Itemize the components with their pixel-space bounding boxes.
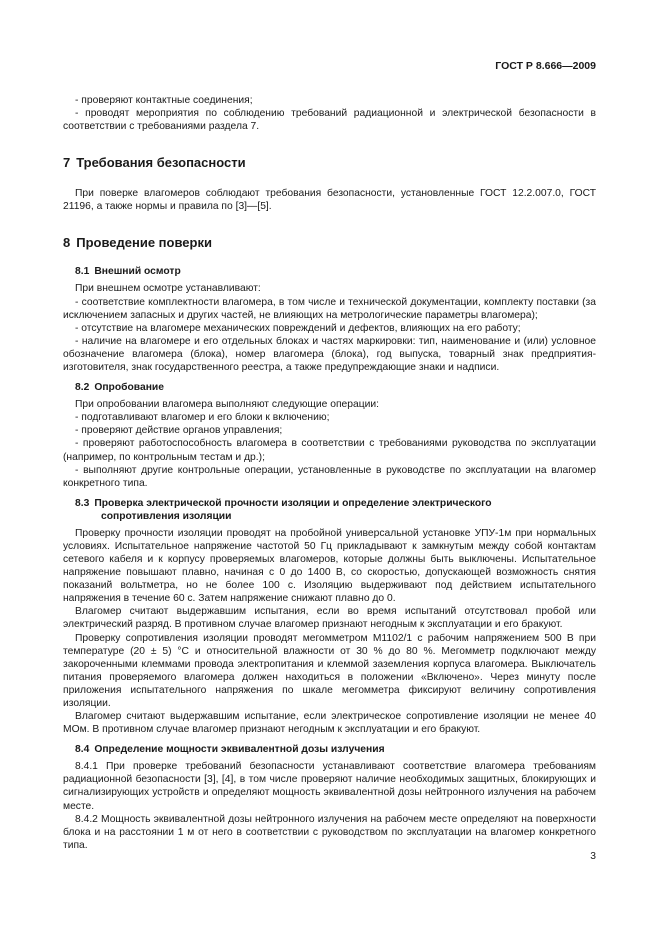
section-title: Проведение поверки <box>76 235 212 251</box>
paragraph: Проверку сопротивления изоляции проводят мегомметром М1102/1 с рабочим напряжением 500 В при температуре (20 ± 5) °С и относительной влажности от 30 % до 80 %. Мегомметр подключают между закороченными клеммами провода электропитания и клеммой заземления корпуса влагомера. Выключатель питания проверяемого влагомера должен находиться в положении «Включено». Через минуту после приложения испытательного напряжения по шкале мегомметра фиксируют величину сопротивления изоляции. <box>63 632 596 709</box>
subsection-number: 8.3 <box>75 497 90 509</box>
list-item: - подготавливают влагомер и его блоки к включению; <box>75 412 330 424</box>
list-item: - проверяют действие органов управления; <box>75 425 283 437</box>
section-number: 7 <box>63 155 71 171</box>
paragraph: При внешнем осмотре устанавливают: <box>75 283 261 295</box>
subsection-8-2-heading <box>63 381 596 394</box>
list-item: - проверяют работоспособность влагомера в соответствии с требованиями руководства по эксплуатации (например, по контрольным тестам и др.); <box>63 438 596 463</box>
subsection-number: 8.4 <box>75 744 90 756</box>
list-item: - проводят мероприятия по соблюдению требований радиационной и электрической безопасности в соответствии с требованиями раздела 7. <box>63 108 596 133</box>
subsection-title-line1: Проверка электрической прочности изоляции и определение электрического <box>94 497 492 509</box>
paragraph: 8.4.2 Мощность эквивалентной дозы нейтронного излучения на рабочем месте определяют на поверхности блока и на расстоянии 1 м от него в соответствии с руководством по эксплуатации на влагомер конкретного типа. <box>63 813 596 851</box>
paragraph: При поверке влагомеров соблюдают требования безопасности, установленные ГОСТ 12.2.007.0, ГОСТ 21196, а также нормы и правила по [3]—[5]. <box>63 188 596 213</box>
subsection-title-line2: сопротивления изоляции <box>101 510 232 522</box>
list-item: - наличие на влагомере и его отдельных блоках и частях маркировки: тип, наименование и (или) условное обозначение влагомера (блока), номер влагомера (блока), год выпуска, товарный знак предприятия-изготовителя, знак государственного реестра, а также предупреждающие знаки и надписи. <box>63 335 596 374</box>
subsection-title: Определение мощности эквивалентной дозы излучения <box>94 744 385 756</box>
paragraph: 8.4.1 При проверке требований безопасности устанавливают соответствие влагомера требованиям радиационной безопасности [3], [4], в том числе проверяют наличие необходимых защитных, блокирующих и сигнализирующих устройств и определяют мощность эквивалентной дозы нейтронного излучения на рабочем месте. <box>63 761 596 812</box>
subsection-8-3-heading <box>63 497 596 523</box>
standard-code-header: ГОСТ Р 8.666—2009 <box>495 60 596 72</box>
section-number: 8 <box>63 235 71 251</box>
paragraph: Влагомер считают выдержавшим испытания, если во время испытаний отсутствовал пробой или электрический разряд. В противном случае влагомер признают негодным к эксплуатации и его бракуют. <box>63 606 596 631</box>
section-title: Требования безопасности <box>76 155 246 171</box>
paragraph: Влагомер считают выдержавшим испытание, если электрическое сопротивление изоляции не менее 40 МОм. В противном случае влагомер признают негодным к эксплуатации и его бракуют. <box>63 711 596 736</box>
subsection-title: Опробование <box>94 382 164 394</box>
paragraph: Проверку прочности изоляции проводят на пробойной универсальной установке УПУ-1м при нормальных условиях. Испытательное напряжение частотой 50 Гц прикладывают к замкнутым между собой контактам сетевого кабеля и к корпусу проверяемых влагомеров, которые должны быть выключены. Испытательное напряжение повышают плавно, начиная с 0 до 1400 В, со скоростью, допускающей возможность снятия показаний вольтметра, но не более 100 с. Изоляцию выдерживают под действием испытательного напряжения в течение 60 с. Затем напряжение снижают плавно до 0. <box>63 527 596 605</box>
subsection-number: 8.2 <box>75 382 90 394</box>
list-item: - отсутствие на влагомере механических повреждений и дефектов, влияющих на его работу; <box>75 322 521 334</box>
subsection-title: Внешний осмотр <box>94 266 181 278</box>
page-content <box>63 94 596 852</box>
list-item: - выполняют другие контрольные операции, установленные в руководстве по эксплуатации на влагомер конкретного типа. <box>63 464 596 489</box>
subsection-number: 8.1 <box>75 266 90 278</box>
page-number: 3 <box>590 851 596 862</box>
list-item: - проверяют контактные соединения; <box>75 95 253 106</box>
subsection-8-4-heading <box>63 743 596 756</box>
list-item: - соответствие комплектности влагомера, в том числе и технической документации, комплекту поставки (за исключением запасных и других частей, не влияющих на метрологические параметры влагомера); <box>63 296 596 321</box>
paragraph: При опробовании влагомера выполняют следующие операции: <box>75 399 379 411</box>
section-7-heading <box>63 155 596 171</box>
section-8-heading <box>63 235 596 251</box>
subsection-8-1-heading <box>63 265 596 278</box>
